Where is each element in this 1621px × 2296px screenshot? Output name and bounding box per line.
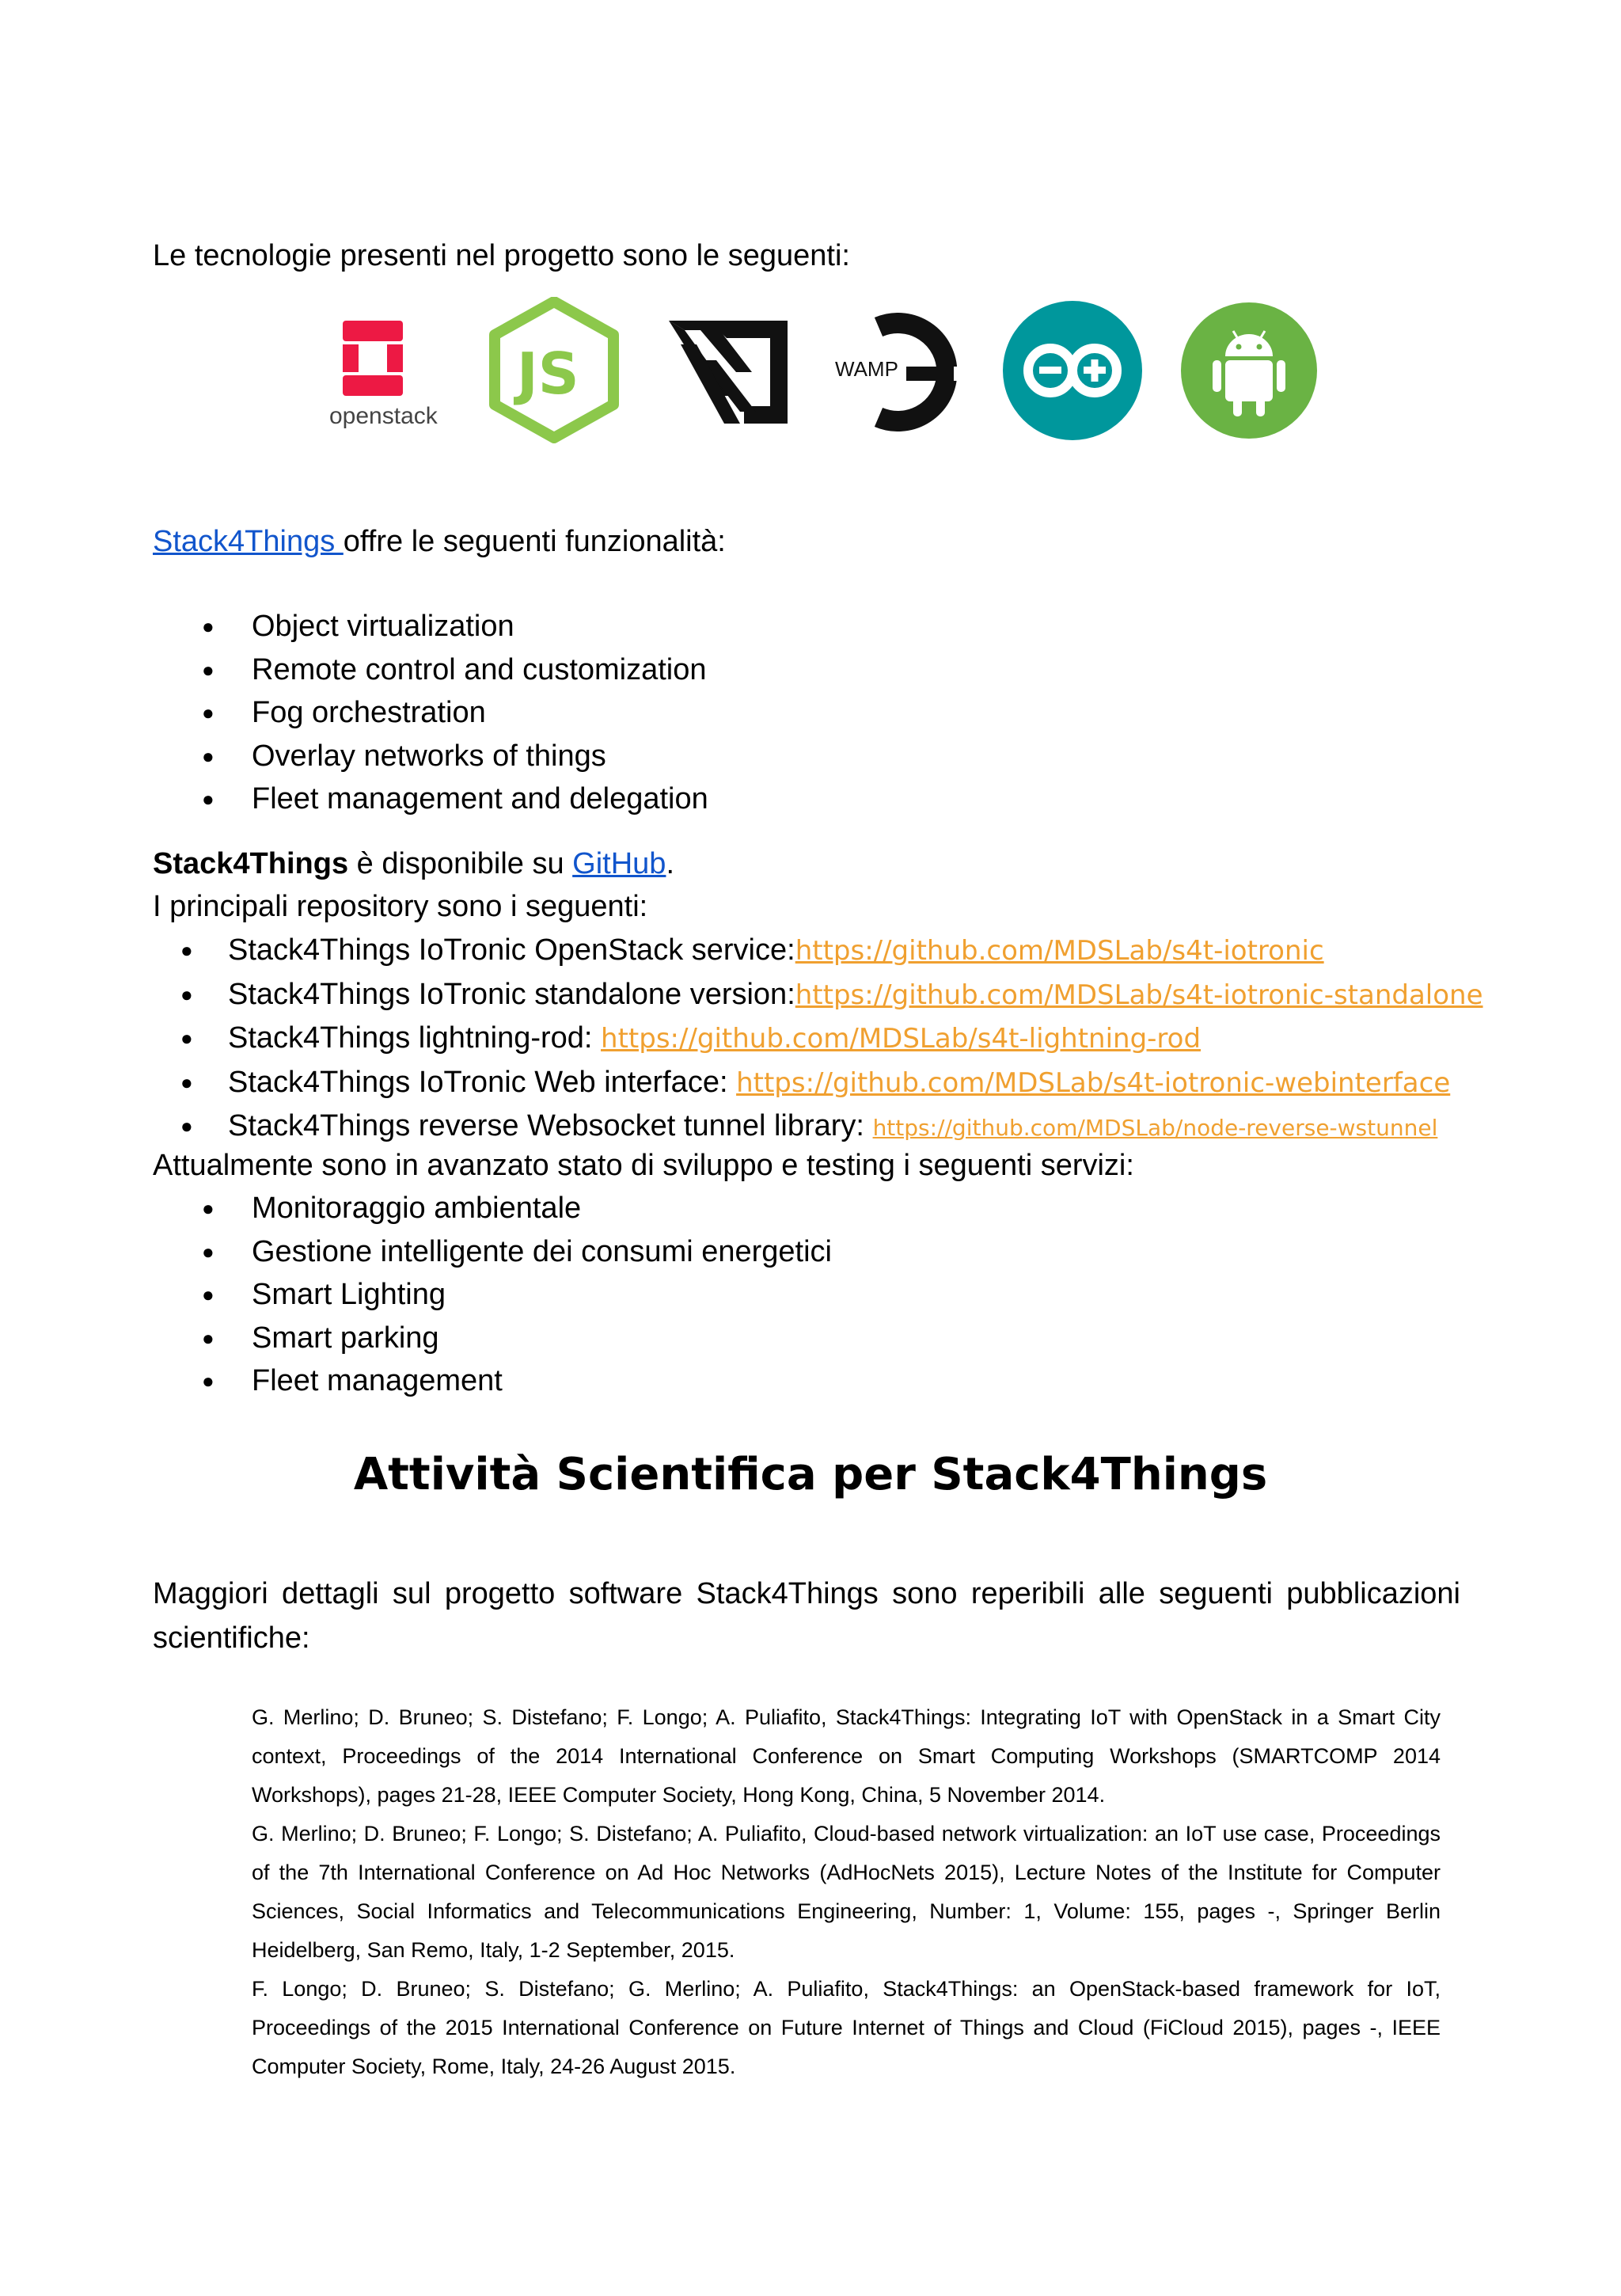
services-intro: Attualmente sono in avanzato stato di sviluppo e testing i seguenti servizi: [153, 1149, 1134, 1182]
repo-link[interactable]: https://github.com/MDSLab/s4t-iotronic-standalone [795, 979, 1483, 1011]
features-list [153, 605, 708, 821]
features-text: offre le seguenti funzionalità: [343, 525, 726, 558]
list-item: ● Fleet management and delegation [153, 777, 708, 821]
availability-bold: Stack4Things [153, 847, 349, 880]
reference-item: G. Merlino; D. Bruneo; F. Longo; S. Distefano; A. Puliafito, Cloud-based network virtualization: an IoT use case, Proceedings of the 7th International Conference on Ad Hoc Networks (AdHocNets 2015), Lecture Notes of the Institute for Computer Sciences, Social Informatics and Telecommunications Engineering, Number: 1, Volume: 155, pages -, Springer Berlin Heidelberg, San Remo, Italy, 1-2 September, 2015. [252, 1822, 1441, 1962]
list-item [153, 973, 1483, 1017]
repo-label: Stack4Things reverse Websocket tunnel library: [228, 1109, 873, 1142]
repo-label: Stack4Things IoTronic Web interface: [228, 1065, 737, 1099]
openstack-label: openstack [329, 403, 438, 429]
repo-label: Stack4Things IoTronic OpenStack service: [228, 933, 795, 967]
features-intro [153, 520, 726, 563]
repo-link[interactable]: https://github.com/MDSLab/s4t-lightning-rod [601, 1023, 1202, 1055]
intro-text: Le tecnologie presenti nel progetto sono le seguenti: [153, 239, 850, 272]
technology-logos [317, 293, 1346, 451]
nodejs-label: JS [517, 340, 579, 407]
list-item: ● Smart Lighting [153, 1273, 832, 1317]
android-logo [1178, 299, 1320, 442]
availability-text [153, 842, 674, 885]
list-item [153, 1017, 1483, 1061]
list-item: ● Object virtualization [153, 605, 708, 648]
list-item: ● Fleet management [153, 1359, 832, 1403]
availability-end: . [666, 847, 674, 880]
section-intro: Maggiori dettagli sul progetto software Stack4Things sono reperibili alle seguenti pubblicazioni scientifiche: [153, 1577, 1460, 1655]
availability-mid: è disponibile su [348, 847, 573, 880]
list-item: ● Fog orchestration [153, 691, 708, 735]
reference-item: F. Longo; D. Bruneo; S. Distefano; G. Merlino; A. Puliafito, Stack4Things: an OpenStack-based framework for IoT, Proceedings of the 2015 International Conference on Future Internet of Things and Cloud (FiCloud 2015), pages -, IEEE Computer Society, Rome, Italy, 24-26 August 2015. [252, 1977, 1441, 2078]
repo-link[interactable]: https://github.com/MDSLab/s4t-iotronic [795, 935, 1324, 967]
repo-label: Stack4Things lightning-rod: [228, 1021, 602, 1055]
reference-item: G. Merlino; D. Bruneo; S. Distefano; F. Longo; A. Puliafito, Stack4Things: Integrating IoT with OpenStack in a Smart City context, Proceedings of the 2014 International Conference on Smart Computing Workshops (SMARTCOMP 2014 Workshops), pages 21-28, IEEE Computer Society, Hong Kong, China, 5 November 2014. [252, 1705, 1441, 1807]
list-item: ● Remote control and customization [153, 648, 708, 692]
repo-label: Stack4Things IoTronic standalone version: [228, 977, 795, 1011]
repo-link[interactable]: https://github.com/MDSLab/s4t-iotronic-webinterface [736, 1066, 1451, 1099]
wamp-logo [831, 313, 966, 431]
websocket-logo [665, 313, 792, 431]
services-list [153, 1187, 832, 1403]
arduino-logo [1001, 299, 1144, 442]
list-item [153, 929, 1483, 973]
repos-intro: I principali repository sono i seguenti: [153, 890, 648, 923]
list-item [153, 1104, 1483, 1150]
stack4things-link[interactable]: Stack4Things [153, 525, 344, 558]
repo-link[interactable]: https://github.com/MDSLab/node-reverse-wstunnel [872, 1115, 1438, 1141]
openstack-logo [317, 317, 443, 435]
repos-list [153, 929, 1483, 1150]
github-link[interactable]: GitHub [572, 847, 666, 880]
references-list [153, 1698, 1441, 2086]
list-item: ● Monitoraggio ambientale [153, 1187, 832, 1230]
section-title: Attività Scientifica per Stack4Things [353, 1449, 1268, 1500]
list-item: ● Gestione intelligente dei consumi energetici [153, 1230, 832, 1274]
list-item [153, 1061, 1483, 1105]
list-item: ● Smart parking [153, 1317, 832, 1360]
nodejs-logo [487, 297, 621, 443]
list-item: ● Overlay networks of things [153, 735, 708, 778]
wamp-label: WAMP [835, 357, 898, 381]
